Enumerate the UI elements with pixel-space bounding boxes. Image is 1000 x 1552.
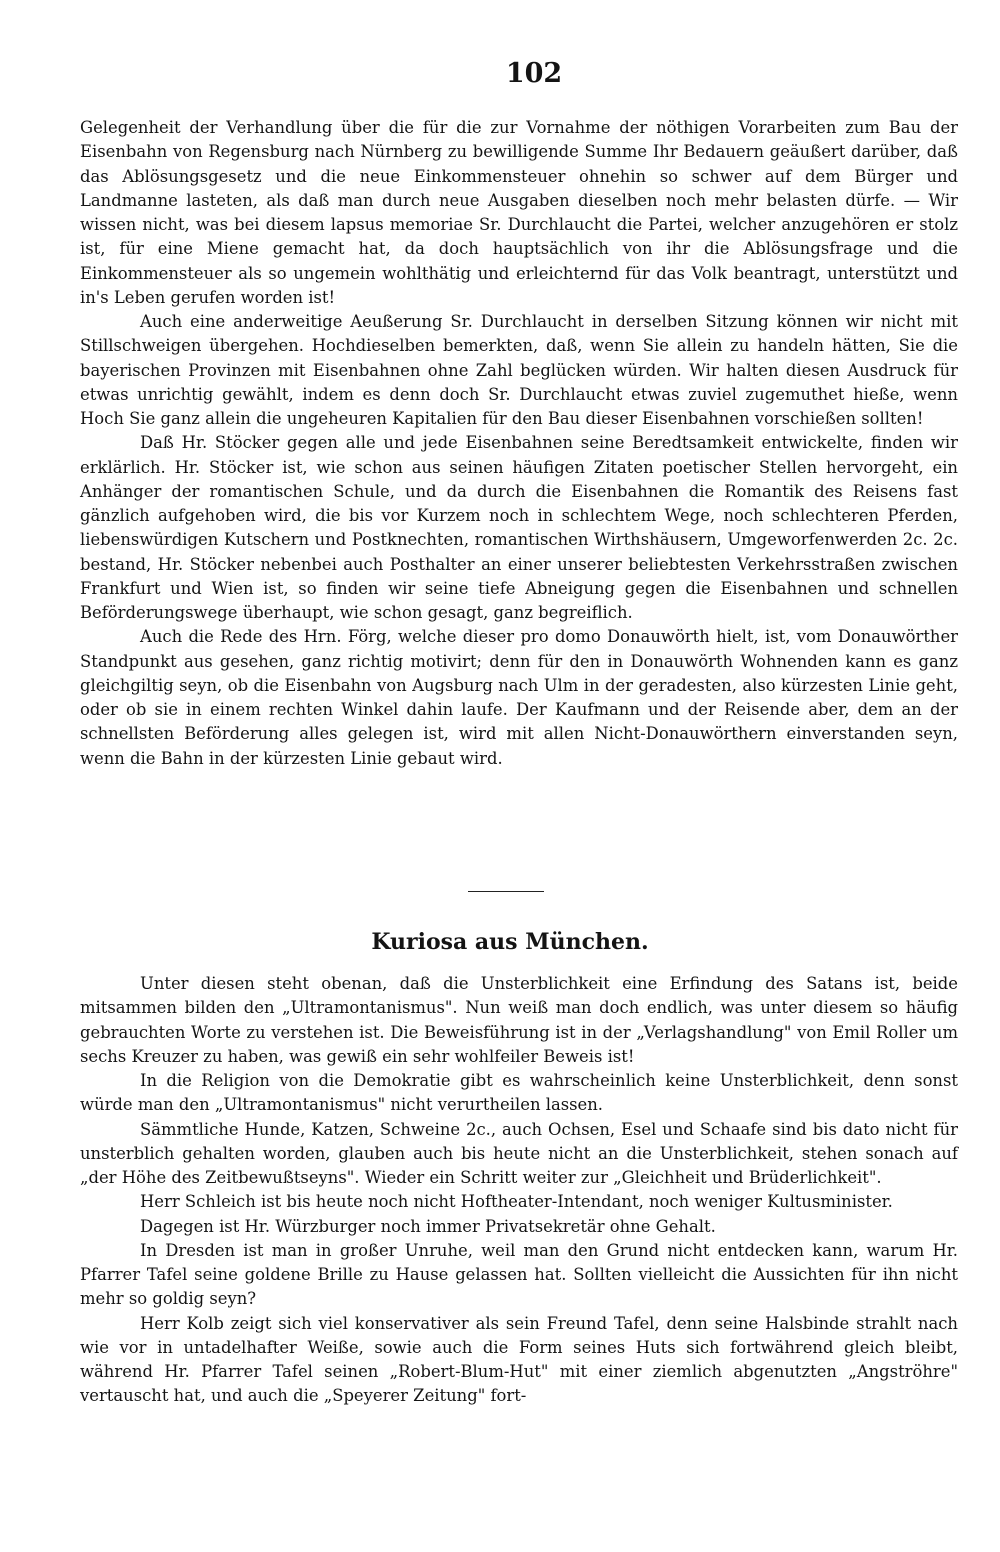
paragraph: Auch eine anderweitige Aeußerung Sr. Durchlaucht in derselben Sitzung können wir nicht mit Stillschweigen übergehen. Hochdieselben bemerkten, daß, wenn Sie allein zu handeln hätten, Sie die bayerischen Provinzen mit Eisenbahnen ohne Zahl beglücken würden. Wir halten diesen Ausdruck für etwas unrichtig gewählt, indem es denn doch Sr. Durchlaucht etwas zuviel zugemuthet hieße, wenn Hoch Sie ganz allein die ungeheuren Kapitalien für den Bau dieser Eisenbahnen vorschießen sollten! xyxy=(80,312,958,428)
paragraph: Herr Kolb zeigt sich viel konservativer als sein Freund Tafel, denn seine Halsbinde strahlt nach wie vor in untadelhafter Weiße, sowie auch die Form seines Huts sich fortwährend gleich bleibt, während Hr. Pfarrer Tafel seinen „Robert-Blum-Hut" mit einer ziemlich abgenutzten „Angströhre" vertauscht hat, und auch die „Speyerer Zeitung" fort- xyxy=(80,1313,958,1406)
paragraph: Sämmtliche Hunde, Katzen, Schweine 2c., auch Ochsen, Esel und Schaafe sind bis dato nicht für unsterblich gehalten worden, glauben auch bis heute nicht an die Unsterblichkeit, stehen sonach auf „der Höhe des Zeitbewußtseyns". Wieder ein Schritt weiter zur „Gleichheit und Brüderlichkeit". xyxy=(80,1119,958,1187)
paragraph: Gelegenheit der Verhandlung über die für die zur Vornahme der nöthigen Vorarbeiten zum Bau der Eisenbahn von Regensburg nach Nürnberg zu bewilligende Summe Ihr Bedauern geäußert darüber, daß das Ablösungsgesetz und die neue Einkommensteuer ohnehin so schwer auf dem Bürger und Landmanne lasteten, als daß man durch neue Ausgaben dieselben noch mehr belasten dürfe. — Wir wissen nicht, was bei diesem lapsus memoriae Sr. Durchlaucht die Partei, welcher anzugehören er stolz ist, für eine Miene gemacht hat, da doch hauptsächlich von ihr die Ablösungsfrage und die Einkommensteuer als so ungemein wohlthätig und erleichternd für das Volk beantragt, unterstützt und in's Leben gerufen worden ist! xyxy=(80,118,958,307)
paragraph: In Dresden ist man in großer Unruhe, weil man den Grund nicht entdecken kann, warum Hr. Pfarrer Tafel seine goldene Brille zu Hause gelassen hat. Sollten vielleicht die Aussichten für ihn nicht mehr so goldig seyn? xyxy=(80,1240,958,1309)
paragraph: Herr Schleich ist bis heute noch nicht Hoftheater-Intendant, noch weniger Kultusminister. xyxy=(140,1192,893,1212)
paragraph: Unter diesen steht obenan, daß die Unsterblichkeit eine Erfindung des Satans ist, beide mitsammen bilden den „Ultramontanismus". Nun weiß man doch endlich, was unter diesem so häufig gebrauchten Worte zu verstehen ist. Die Beweisführung ist in der „Verlagshandlung" von Emil Roller um sechs Kreuzer zu haben, was gewiß ein sehr wohlfeiler Beweis ist! xyxy=(80,974,958,1066)
paragraph: Daß Hr. Stöcker gegen alle und jede Eisenbahnen seine Beredtsamkeit entwickelte, finden wir erklärlich. Hr. Stöcker ist, wie schon aus seinen häufigen Zitaten poetischer Stellen hervorgeht, ein Anhänger der romantischen Schule, und da durch die Eisenbahnen die Romantik des Reisens fast gänzlich aufgehoben wird, die bis vor Kurzem noch in schlechtem Wege, noch schlechteren Pferden, liebenswürdigen Kutschern und Postknechten, romantischen Wirthshäusern, Umgeworfenwerden 2c. 2c. bestand, Hr. Stöcker nebenbei auch Posthalter an einer unserer beliebtesten Verkehrsstraßen zwischen Frankfurt und Wien ist, so finden wir seine tiefe Abneigung gegen die Eisenbahnen und schnellen Beförderungswege überhaupt, wie schon gesagt, ganz begreiflich. xyxy=(80,433,958,622)
paragraph: In die Religion von die Demokratie gibt es wahrscheinlich keine Unsterblichkeit, denn sonst würde man den „Ultramontanismus" nicht verurtheilen lassen. xyxy=(80,1071,958,1115)
paragraph: Dagegen ist Hr. Würzburger noch immer Privatsekretär ohne Gehalt. xyxy=(140,1216,716,1236)
article-continuation xyxy=(80,116,958,771)
paragraph: Auch die Rede des Hrn. Förg, welche dieser pro domo Donauwörth hielt, ist, vom Donauwörther Standpunkt aus gesehen, ganz richtig motivirt; denn für den in Donauwörth Wohnenden kann es ganz gleichgiltig seyn, ob die Eisenbahn von Augsburg nach Ulm in der geradesten, also kürzesten Linie geht, oder ob sie in einem rechten Winkel dahin laufe. Der Kaufmann und der Reisende aber, dem an der schnellsten Beförderung alles gelegen ist, wird mit allen Nicht-Donauwörthern einverstanden seyn, wenn die Bahn in der kürzesten Linie gebaut wird. xyxy=(80,627,958,768)
section-title: Kuriosa aus München. xyxy=(371,929,649,955)
section-divider xyxy=(468,891,544,892)
page-number: 102 xyxy=(505,58,563,89)
section-body xyxy=(80,972,958,1409)
